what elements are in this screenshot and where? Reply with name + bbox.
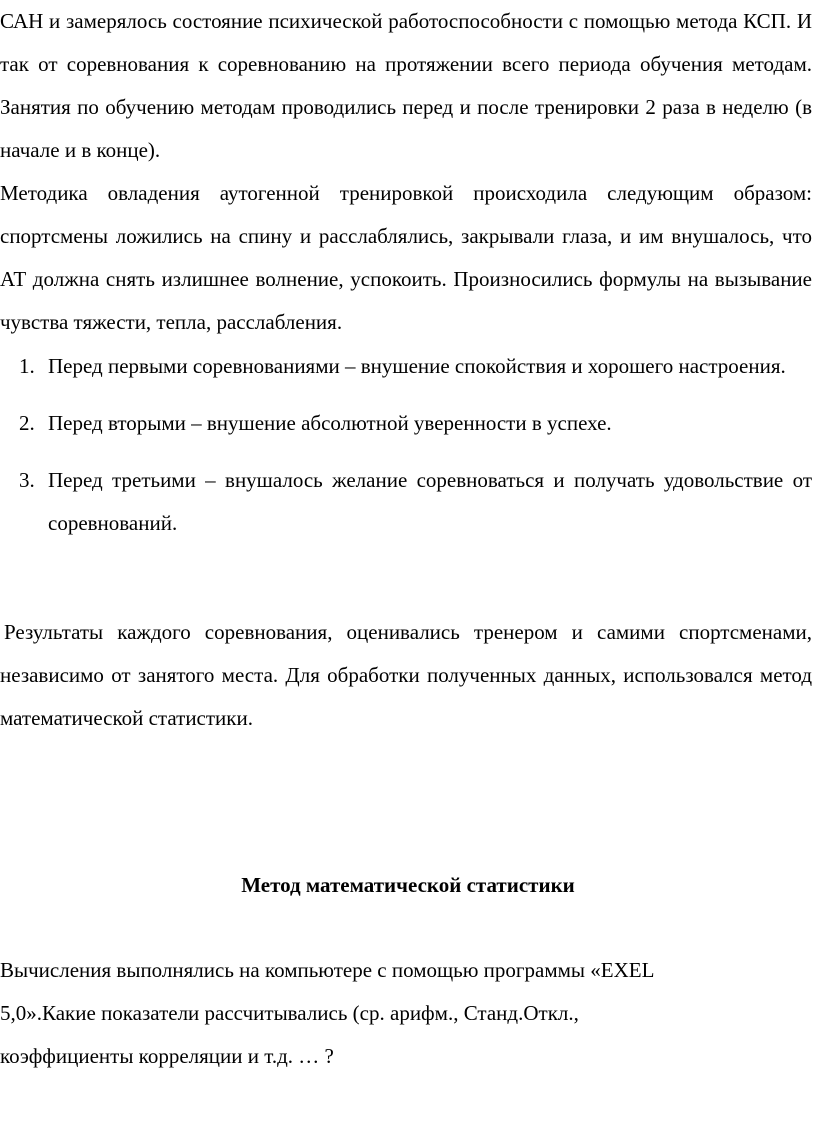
text-line: 5,0».Какие показатели рассчитывались (ср. арифм., Станд.Откл.,: [0, 1001, 579, 1025]
list-item: [0, 402, 812, 445]
list-item-text: Перед вторыми – внушение абсолютной уверенности в успехе.: [48, 411, 612, 435]
list-item-number: 3.: [19, 468, 35, 492]
list-item-text: Перед первыми соревнованиями – внушение спокойствия и хорошего настроения.: [48, 354, 786, 378]
numbered-list: [0, 345, 812, 559]
list-item: [0, 459, 812, 545]
list-item-number: 2.: [19, 411, 35, 435]
section-heading: Метод математической статистики: [241, 873, 575, 897]
paragraph-results: Результаты каждого соревнования, оценивались тренером и самими спортсменами, независимо от занятого места. Для обработки полученных данных, использовался метод математической статистики.: [0, 620, 812, 730]
list-item: [0, 345, 812, 388]
paragraph-calculations: [0, 949, 812, 1078]
text-line: коэффициенты корреляции и т.д. … ?: [0, 1044, 334, 1068]
list-item-number: 1.: [19, 354, 35, 378]
paragraph-intro: САН и замерялось состояние психической работоспособности с помощью метода КСП. И так от соревнования к соревнованию на протяжении всего периода обучения методам. Занятия по обучению методам проводились перед и после тренировки 2 раза в неделю (в начале и в конце).: [0, 9, 812, 162]
list-item-text: Перед третьими – внушалось желание соревноваться и получать удовольствие от соревнований.: [48, 468, 812, 535]
text-line: Вычисления выполнялись на компьютере с помощью программы «EXEL: [0, 958, 655, 982]
paragraph-method-description: Методика овладения аутогенной тренировкой происходила следующим образом: спортсмены ложились на спину и расслаблялись, закрывали глаза, и им внушалось, что АТ должна снять излишнее волнение, успокоить. Произносились формулы на вызывание чувства тяжести, тепла, расслабления.: [0, 181, 812, 334]
